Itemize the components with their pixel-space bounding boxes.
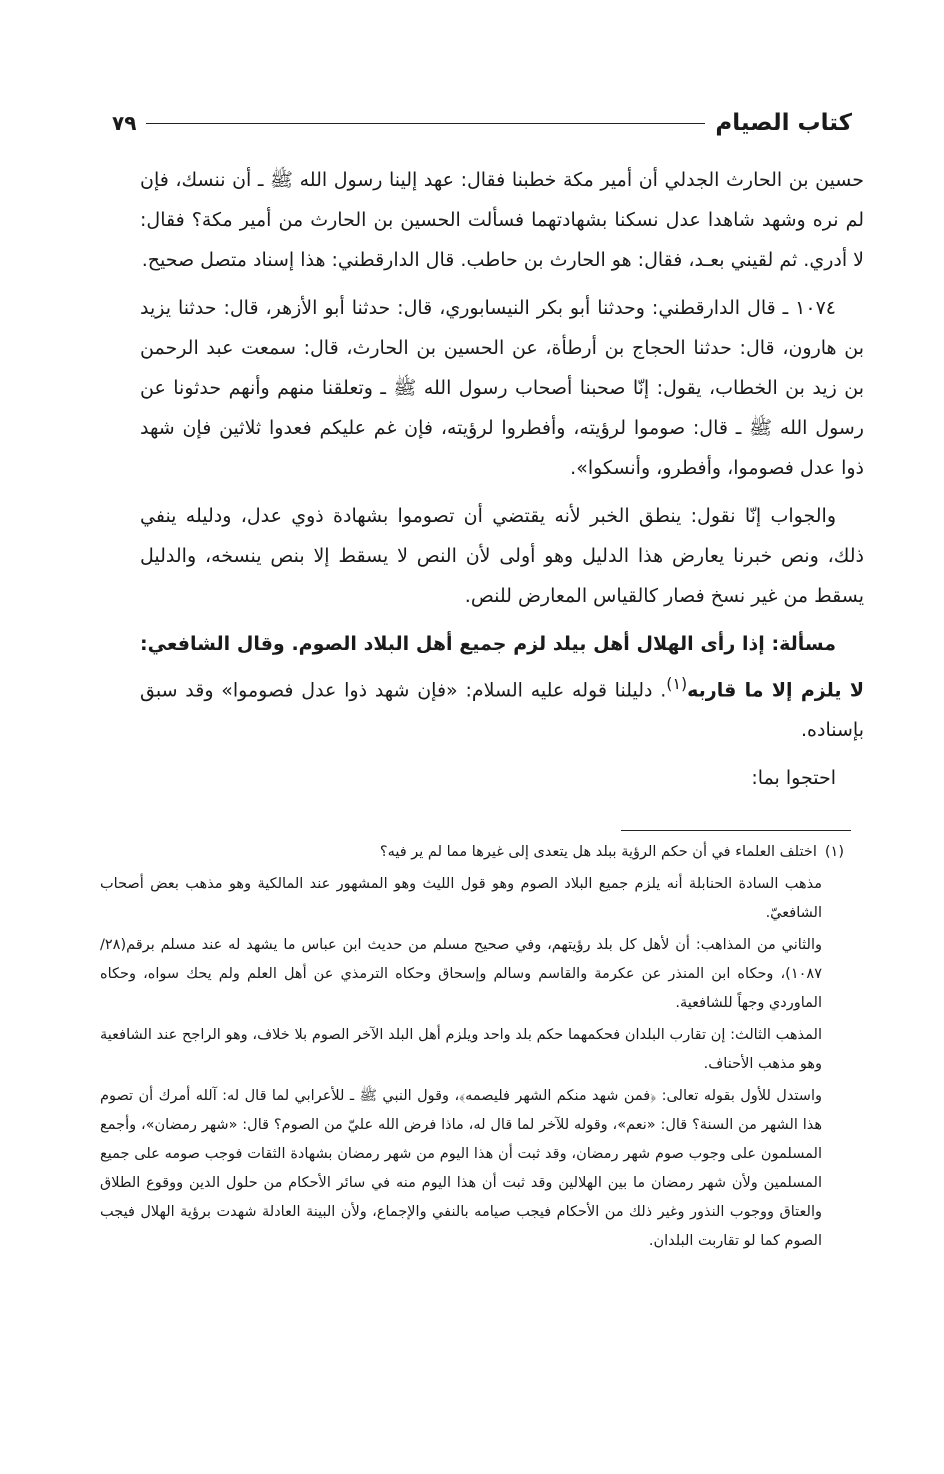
footnotes — [100, 838, 844, 1259]
footnote-paragraph: مذهب السادة الحنابلة أنه يلزم جميع البلاد الصوم وهو قول الليث وهو المشهور عند المالكية وهو مذهب بعض أصحاب الشافعيّ. — [100, 876, 822, 921]
footnote-number: (١) — [824, 844, 844, 860]
footnote-paragraph: والثاني من المذاهب: أن لأهل كل بلد رؤيتهم، وفي صحيح مسلم من حديث ابن عباس ما يشهد له عند مسلم برقم(٢٨/ ١٠٨٧)، وحكاه ابن المنذر عن عكرمة والقاسم وسالم وإسحاق وحكاه الترمذي عن أهل العلم ولم يحك سواه، وحكاه الماوردي وجهاً للشافعية. — [100, 937, 822, 1011]
hadith-1074: ١٠٧٤ ـ قال الدارقطني: وحدثنا أبو بكر النيسابوري، قال: حدثنا أبو الأزهر، قال: حدثنا يزيد بن هارون، قال: حدثنا الحجاج بن أرطأة، عن الحسين بن الحارث، قال: سمعت عبد الرحمن بن زيد بن الخطاب، يقول: إنّا صحبنا أصحاب رسول الله ﷺ ـ وتعلقنا منهم وأنهم حدثونا عن رسول الله ﷺ ـ قال: صوموا لرؤيته، وأفطروا لرؤيته، فإن غم عليكم فعدوا ثلاثين فإن شهد ذوا عدل فصوموا، وأفطرو، وأنسكوا». — [140, 297, 864, 479]
footnote-1 — [100, 838, 844, 867]
chapter-title: كتاب الصيام — [715, 110, 852, 136]
main-text — [140, 160, 864, 806]
footnote-separator — [621, 830, 851, 831]
footnote-text: اختلف العلماء في أن حكم الرؤية ببلد هل يتعدى إلى غيرها مما لم ير فيه؟ — [379, 844, 817, 860]
masala-heading: مسألة: إذا رأى الهلال أهل بيلد لزم جميع أهل البلاد الصوم. وقال الشافعي: لا يلزم إلا ما قاربه — [140, 633, 864, 702]
running-header — [112, 103, 852, 143]
argument-intro: احتجوا بما: — [751, 767, 836, 790]
answer-paragraph: والجواب إنّا نقول: ينطق الخبر لأنه يقتضي أن تصوموا بشهادة ذوي عدل، ودليله ينفي ذلك، ونص خبرنا يعارض هذا الدليل وهو أولى لأن النص لا يسقط إلا بنص ينسخه، والدليل يسقط من غير نسخ فصار كالقياس المعارض للنص. — [140, 505, 864, 607]
footnote-paragraph: المذهب الثالث: إن تقارب البلدان فحكمهما حكم بلد واحد ويلزم أهل البلد الآخر الصوم بلا خلاف، وهو الراجح عند الشافعية وهو مذهب الأحناف. — [100, 1027, 822, 1072]
page-number: ٧٩ — [112, 111, 137, 135]
masala-paragraph — [140, 624, 864, 750]
footnote-marker[interactable]: (١) — [666, 674, 688, 693]
header-rule — [146, 123, 705, 124]
footnote-paragraph: واستدل للأول بقوله تعالى: ﴿فمن شهد منكم الشهر فليصمه﴾، وقول النبي ﷺ ـ للأعرابي لما قال له: آلله أمرك أن تصوم هذا الشهر من السنة؟ قال: «نعم»، وقوله للآخر لما قال له، ماذا فرض الله عليّ من الصوم؟ قال: «شهر رمضان»، وأجمع المسلمون على وجوب صوم شهر رمضان، وقد ثبت أن هذا اليوم من شهر رمضان بشهادة الثقات فوجب صومه على جميع المسلمين ولأن شهر رمضان ما بين الهلالين وقد ثبت أن هذا اليوم منه في سائر الأحكام من حلول الدين ووقوع الطلاق والعتاق ووجوب النذور وغير ذلك من الأحكام فيجب صيامه بالنفي والإجماع، ولأن البينة العادلة شهدت برؤية الهلال فيجب الصوم كما لو تقاربت البلدان. — [100, 1088, 822, 1249]
masala-evidence: . دليلنا قوله عليه السلام: «فإن شهد ذوا عدل فصوموا» وقد سبق بإسناده. — [140, 679, 864, 742]
paragraph-continuation: حسين بن الحارث الجدلي أن أمير مكة خطبنا فقال: عهد إلينا رسول الله ﷺ ـ أن ننسك، فإن لم نره وشهد شاهدا عدل نسكنا بشهادتهما فسألت الحسين بن الحارث من أمير مكة؟ فقال: لا أدري. ثم لقيني بعـد، فقال: هو الحارث بن حاطب. قال الدارقطني: هذا إسناد متصل صحيح. — [140, 169, 864, 271]
